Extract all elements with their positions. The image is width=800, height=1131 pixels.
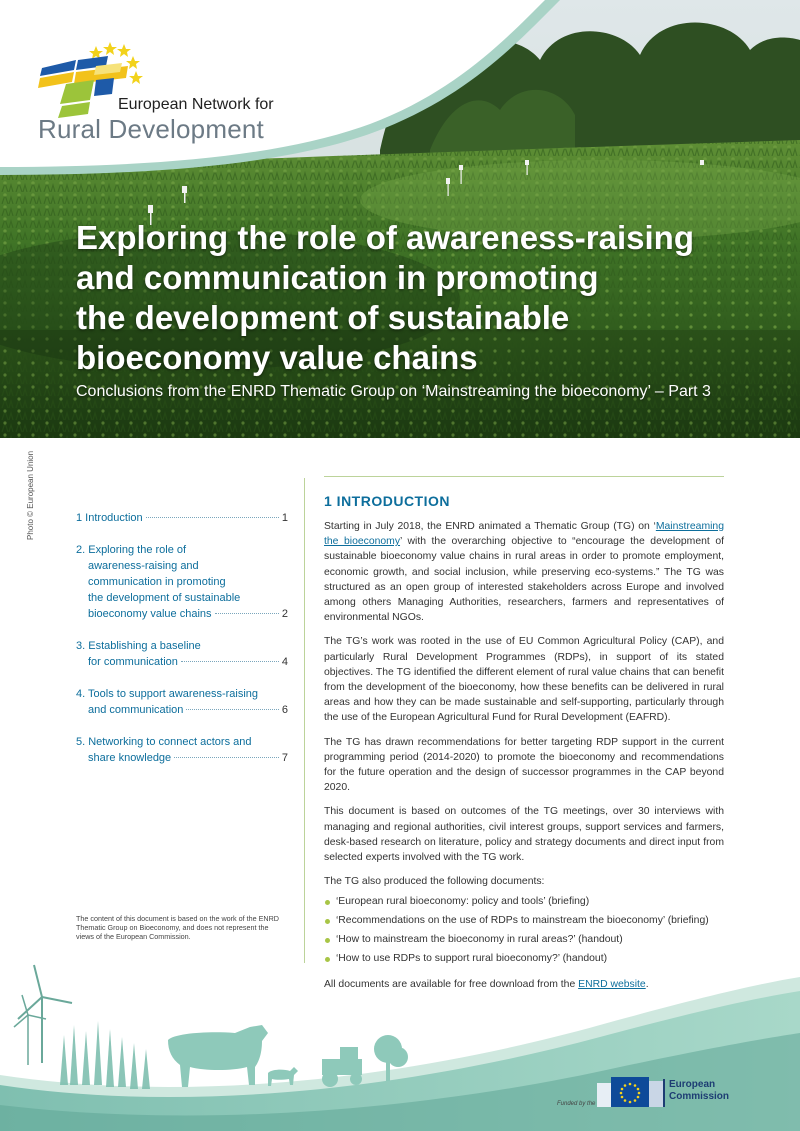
toc-entry-label: communication in promoting <box>88 576 226 588</box>
toc-entry-label: 2. Exploring the role of <box>76 544 187 556</box>
intro-paragraph-1 <box>324 519 724 625</box>
logo-title-line1: European Network for <box>118 96 274 113</box>
toc-entry-tools[interactable] <box>76 686 288 718</box>
ec-label-line1: European <box>669 1079 716 1090</box>
intro-paragraph-5: The TG also produced the following documents: <box>324 876 545 888</box>
list-item: ‘Recommendations on the use of RDPs to mainstream the bioeconomy’ (briefing) <box>324 912 724 931</box>
intro-paragraph-4: This document is based on outcomes of the TG meetings, over 30 interviews with managing and regional authorities, civil interest groups, support services and farmers, desk-based research on literature, policy and strategy documents and direct input from selected experts involved with the TG work. <box>324 806 724 864</box>
list-item: ‘European rural bioeconomy: policy and tools’ (briefing) <box>324 893 724 912</box>
table-of-contents <box>76 510 288 782</box>
introduction-section <box>324 476 724 1001</box>
column-divider <box>304 478 305 963</box>
toc-entry-label: share knowledge <box>88 752 172 764</box>
ec-label <box>669 1079 729 1103</box>
funded-by-label: Funded by the <box>557 1101 596 1107</box>
page-subtitle: Conclusions from the ENRD Thematic Group on ‘Mainstreaming the bioeconomy’ – Part 3 <box>76 383 711 400</box>
list-item: ‘How to mainstream the bioeconomy in rural areas?’ (handout) <box>324 931 724 950</box>
toc-page-number: 7 <box>281 752 288 764</box>
toc-entry-label: and communication <box>88 704 184 716</box>
toc-entry-label: 1 Introduction <box>76 512 143 524</box>
toc-page-number: 2 <box>281 608 288 620</box>
title-line: Exploring the role of awareness-raising <box>76 219 694 256</box>
toc-entry-baseline[interactable] <box>76 638 288 670</box>
ec-label-line2: Commission <box>669 1091 730 1102</box>
toc-entry-label: 5. Networking to connect actors and <box>76 736 252 748</box>
intro-paragraph-2: The TG’s work was rooted in the use of EU Common Agricultural Policy (CAP), and particularly Rural Development Programmes (RDPs), in support of its stated objectives. The TG identified the different element of rural value chains that can benefit from the development of the bioeconomy, how these benefits can be delivered in rural areas and how they can be made sustainable and self-supporting, particularly through the use of the European Agricultural Fund for Rural Development (EAFRD). <box>324 636 724 724</box>
logo-title-line2: Rural Development <box>38 114 264 144</box>
toc-page-number: 4 <box>281 656 288 668</box>
toc-entry-exploring[interactable] <box>76 542 288 622</box>
toc-entry-label: bioeconomy value chains <box>88 608 212 620</box>
cow-icon <box>168 1025 268 1087</box>
enrd-website-link[interactable]: ENRD website <box>578 978 646 990</box>
toc-entry-label: for communication <box>88 656 178 668</box>
toc-leader <box>186 709 278 710</box>
disclaimer: The content of this document is based on the work of the ENRD Thematic Group on Bioeconomy, and does not represent the views of the European Commission. <box>76 914 279 941</box>
paragraph-text: All documents are available for free download from the <box>324 978 579 990</box>
toc-entry-networking[interactable] <box>76 734 288 766</box>
toc-page-number: 1 <box>281 512 288 524</box>
toc-leader <box>181 661 279 662</box>
toc-entry-label: awareness-raising and <box>88 560 199 572</box>
enrd-logo[interactable] <box>38 38 278 148</box>
paragraph-text: . <box>645 978 649 990</box>
title-line: the development of sustainable <box>76 299 570 336</box>
european-commission-logo[interactable] <box>597 1075 730 1109</box>
toc-page-number: 6 <box>281 704 288 716</box>
hero-banner <box>0 0 800 438</box>
toc-leader <box>215 613 279 614</box>
list-item: ‘How to use RDPs to support rural bioeconomy?’ (handout) <box>324 950 724 969</box>
paragraph-text: ’ with the overarching objective to “encourage the development of sustainable bioeconomy value chains in rural areas in order to promote employment, economic growth, and social inclusion, while preserving eco-systems.” The TG was structured as an open group of interested stakeholders across Europe and involved among others Managing Authorities, researchers, farmers and representatives of environmental NGOs. <box>324 536 725 624</box>
section-heading: 1 INTRODUCTION <box>324 493 450 509</box>
toc-leader <box>146 517 279 518</box>
mainstreaming-bioeconomy-link[interactable]: Mainstreaming the bioeconomy <box>324 521 724 548</box>
title-line: bioeconomy value chains <box>76 339 478 376</box>
eu-flag-icon <box>597 1077 665 1107</box>
toc-entry-label: the development of sustainable <box>88 592 241 604</box>
toc-entry-introduction[interactable] <box>76 510 288 526</box>
section-rule <box>324 476 724 477</box>
toc-leader <box>174 757 279 758</box>
toc-entry-label: 4. Tools to support awareness-raising <box>76 688 259 700</box>
photo-credit: Photo © European Union <box>26 450 35 540</box>
toc-entry-label: 3. Establishing a baseline <box>76 640 201 652</box>
intro-paragraph-3: The TG has drawn recommendations for better targeting RDP support in the current programming period (2014-2020) to promote the bioeconomy and recommendations for the future operation and the design of successor programmes in the CAP beyond 2020. <box>324 736 724 794</box>
crop-silhouettes <box>60 1021 150 1089</box>
paragraph-text: Starting in July 2018, the ENRD animated a Thematic Group (TG) on ‘ <box>324 521 656 532</box>
title-line: and communication in promoting <box>76 259 599 296</box>
page-title <box>76 218 776 378</box>
